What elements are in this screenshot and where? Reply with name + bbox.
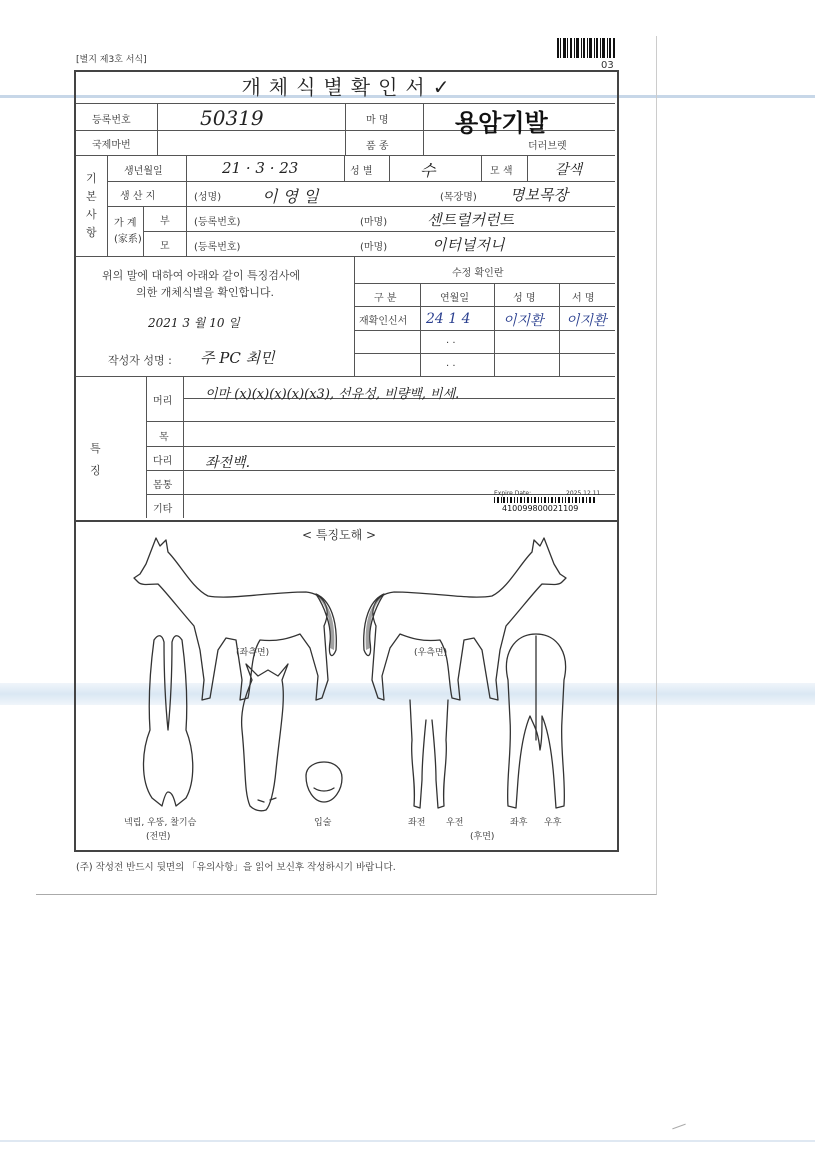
revision-blank-dots: · · bbox=[446, 338, 456, 349]
feature-neck-label: 목 bbox=[159, 432, 169, 443]
producer-name-hint: (성명) bbox=[194, 192, 222, 203]
front-legs-outline bbox=[410, 700, 448, 808]
dam-name-hint: (마명) bbox=[360, 242, 388, 253]
breed-label: 품 종 bbox=[366, 141, 389, 152]
rule bbox=[389, 155, 390, 181]
diagram-left-side: (좌측면) bbox=[236, 648, 270, 658]
farm-hint: (목장명) bbox=[440, 192, 477, 203]
dob-value: 21 · 3 · 23 bbox=[222, 159, 299, 177]
pedigree-label: 가 계 (家系) bbox=[114, 218, 142, 245]
dam-label: 모 bbox=[160, 241, 170, 252]
feature-body-label: 몸통 bbox=[153, 480, 173, 491]
confirm-text-2: 의한 개체식별을 확인합니다. bbox=[136, 286, 275, 299]
producer-label: 생 산 지 bbox=[120, 191, 156, 202]
rule bbox=[344, 155, 345, 181]
muzzle-outline bbox=[306, 762, 342, 802]
revision-sign-value: 이지환 bbox=[566, 313, 607, 329]
rule bbox=[354, 306, 615, 307]
revision-header-name: 성 명 bbox=[513, 293, 536, 304]
diagram-front-label: (전면) bbox=[146, 832, 171, 842]
diagram-front-caption: 넥립, 우뚱, 찰기슴 bbox=[124, 818, 197, 828]
horse-front-view-outline bbox=[144, 636, 193, 806]
dam-reg-hint: (등록번호) bbox=[194, 242, 241, 253]
horse-diagram bbox=[110, 530, 600, 850]
revision-blank-dots: · · bbox=[446, 361, 456, 372]
page-number: 03 bbox=[601, 60, 614, 71]
dam-name-value: 이터널저니 bbox=[432, 236, 505, 254]
confirm-text-1: 위의 말에 대하여 아래와 같이 특징검사에 bbox=[102, 269, 301, 282]
rule bbox=[481, 155, 482, 181]
rule bbox=[107, 155, 108, 256]
confirm-date: 2021 3 월 10 일 bbox=[148, 316, 240, 330]
rule bbox=[494, 283, 495, 376]
sire-name-value: 센트럴커런트 bbox=[427, 211, 514, 229]
rule bbox=[107, 181, 615, 182]
corner-mark bbox=[672, 1124, 685, 1130]
sex-value: 수 bbox=[420, 161, 436, 180]
rule bbox=[423, 103, 424, 156]
expire-value: 2025 12 11 bbox=[566, 490, 601, 497]
features-label: 특징 bbox=[90, 442, 101, 477]
top-barcode bbox=[557, 38, 615, 58]
rule bbox=[76, 256, 615, 257]
rule bbox=[146, 446, 615, 447]
revision-header-date: 연월일 bbox=[440, 293, 469, 304]
sire-label: 부 bbox=[160, 216, 170, 227]
diagram-rf-label: 우전 bbox=[446, 818, 464, 828]
color-label: 모 색 bbox=[490, 166, 513, 177]
rule bbox=[354, 353, 615, 354]
basic-info-label: 기본사항 bbox=[86, 172, 97, 239]
producer-name-value: 이 영 일 bbox=[262, 187, 319, 206]
diagram-rear-label: (후면) bbox=[470, 832, 495, 842]
writer-label: 작성자 성명 : bbox=[108, 354, 172, 367]
rule bbox=[143, 231, 615, 232]
breed-value: 더러브렛 bbox=[528, 141, 567, 152]
footnote: (주) 작성전 반드시 뒷면의 「유의사항」을 읽어 보신후 작성하시기 바랍니다. bbox=[76, 862, 396, 873]
revision-header-type: 구 분 bbox=[374, 293, 397, 304]
diagram-rh-label: 우후 bbox=[544, 818, 562, 828]
rule bbox=[146, 376, 147, 518]
revision-header-sign: 서 명 bbox=[572, 293, 595, 304]
scan-band-bottom bbox=[0, 1140, 815, 1142]
rule bbox=[143, 206, 144, 256]
reg-no-value: 50319 bbox=[200, 106, 264, 130]
feature-head-label: 머리 bbox=[153, 396, 173, 407]
horse-name-value: 용암기발 bbox=[455, 109, 548, 137]
rule bbox=[420, 283, 421, 376]
reg-no-label: 등록번호 bbox=[92, 115, 131, 126]
horse-name-label: 마 명 bbox=[366, 115, 389, 126]
dob-label: 생년월일 bbox=[124, 166, 163, 177]
writer-value: 주 PC 최민 bbox=[200, 349, 275, 367]
form-code: [별지 제3호 서식] bbox=[76, 55, 147, 65]
rule bbox=[345, 103, 346, 156]
feature-other-label: 기타 bbox=[153, 504, 173, 515]
barcode-number: 410099800021109 bbox=[502, 504, 579, 513]
sire-reg-hint: (등록번호) bbox=[194, 217, 241, 228]
sire-name-hint: (마명) bbox=[360, 217, 388, 228]
feature-legs-value: 좌전백. bbox=[205, 455, 251, 471]
diagram-title: < 특징도해 > bbox=[302, 528, 377, 542]
revision-title: 수정 확인란 bbox=[452, 268, 504, 279]
revision-name-value: 이지환 bbox=[503, 313, 544, 329]
color-value: 갈색 bbox=[555, 162, 583, 178]
rule bbox=[146, 421, 615, 422]
rule bbox=[157, 103, 158, 156]
revision-date-value: 24 1 4 bbox=[426, 311, 471, 327]
feature-head-value: 이마 (x)(x)(x)(x)(x3), 선유성, 비량백, 비세. bbox=[205, 387, 460, 402]
rule bbox=[146, 494, 615, 495]
diagram-lf-label: 좌전 bbox=[408, 818, 426, 828]
intl-no-label: 국제마번 bbox=[92, 140, 131, 151]
diagram-muzzle-label: 입술 bbox=[314, 818, 332, 828]
rule bbox=[186, 155, 187, 256]
rule bbox=[354, 256, 355, 376]
rule bbox=[76, 376, 615, 377]
rule bbox=[527, 155, 528, 181]
rule bbox=[354, 283, 615, 284]
diagram-lh-label: 좌후 bbox=[510, 818, 528, 828]
title-checkmark: ✓ bbox=[432, 75, 450, 99]
feature-legs-label: 다리 bbox=[153, 456, 173, 467]
expire-label: Expire Date: bbox=[494, 490, 532, 497]
sex-label: 성 별 bbox=[350, 166, 373, 177]
revision-type-value: 재확인신서 bbox=[359, 316, 408, 327]
farm-value: 명보목장 bbox=[510, 186, 568, 204]
rule bbox=[559, 283, 560, 376]
rule bbox=[354, 330, 615, 331]
diagram-right-side: (우측면) bbox=[414, 648, 448, 658]
form-title-row bbox=[76, 72, 615, 102]
form-title: 개체식별확인서 bbox=[241, 75, 433, 99]
horse-head-front-outline bbox=[242, 664, 288, 811]
horse-rear-view-outline bbox=[506, 634, 565, 808]
sticker-barcode bbox=[494, 497, 596, 503]
rule bbox=[107, 206, 615, 207]
